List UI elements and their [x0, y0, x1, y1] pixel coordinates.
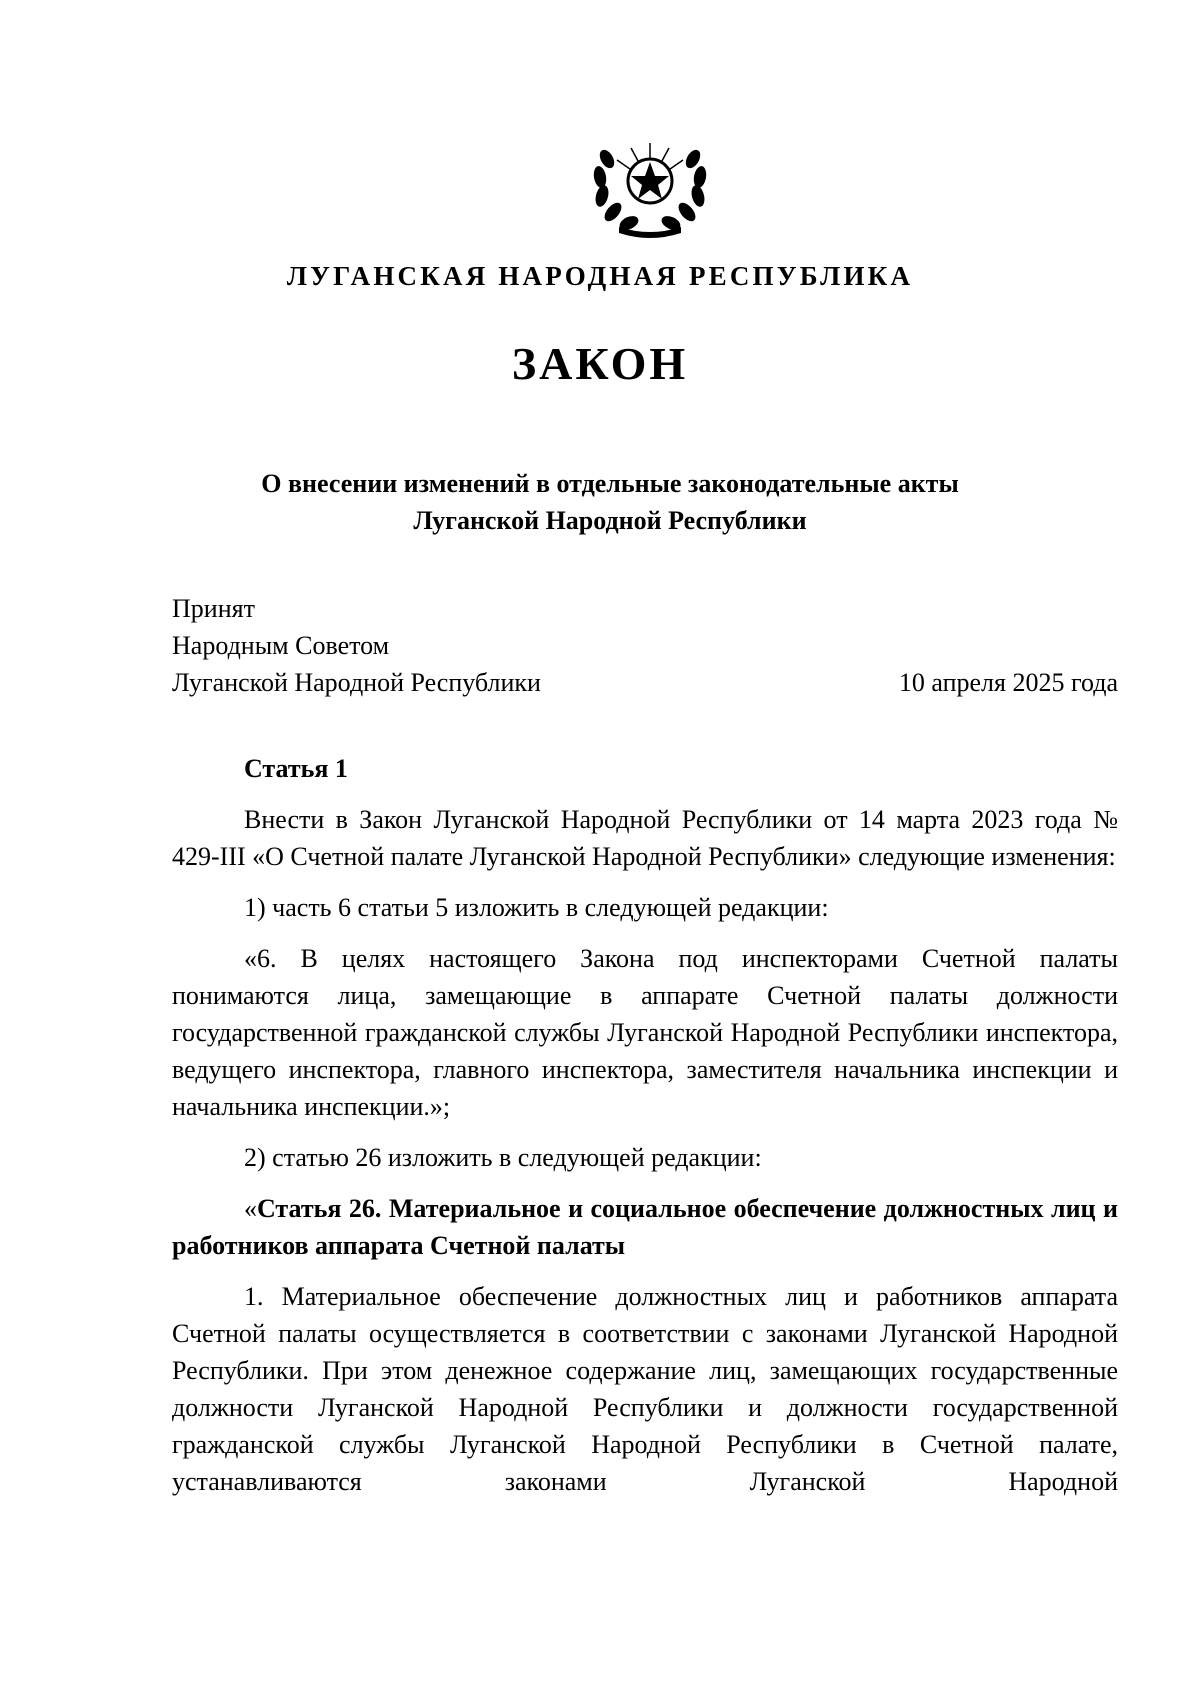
law-title-line-1: О внесении изменений в отдельные законодательные акты [261, 469, 959, 498]
article-1-item-1-text: «6. В целях настоящего Закона под инспекторами Счетной палаты понимаются лица, замещающие в аппарате Счетной палаты должности государственной гражданской службы Луганской Народной Республики инспектора, ведущего инспектора, главного инспектора, заместителя начальника инспекции и начальника инспекции.»; [172, 944, 1118, 1121]
article-26-heading-text: Статья 26. Материальное и социальное обеспечение должностных лиц и работников аппарата Счетной палаты [172, 1194, 1118, 1260]
law-title-line-2: Луганской Народной Республики [413, 506, 807, 535]
article-1-item-2: 2) статью 26 изложить в следующей редакции: [244, 1143, 762, 1172]
republic-name: ЛУГАНСКАЯ НАРОДНАЯ РЕСПУБЛИКА [286, 261, 914, 291]
article-26-open-quote: « [244, 1194, 257, 1223]
adoption-line-1: Принят [172, 594, 255, 623]
adoption-block [172, 590, 1118, 701]
adoption-line-3: Луганской Народной Республики [172, 668, 541, 697]
article-1-intro: Внести в Закон Луганской Народной Республики от 14 марта 2023 года № 429-III «О Счетной палате Луганской Народной Республики» следующие изменения: [172, 805, 1118, 871]
article-26-heading [172, 1190, 1118, 1264]
lpr-coat-of-arms-icon [589, 131, 711, 239]
document-body [172, 750, 1118, 1514]
law-title [200, 465, 1020, 539]
document-type: ЗАКОН [511, 338, 689, 389]
article-1-heading: Статья 1 [244, 754, 348, 783]
adoption-line-2: Народным Советом [172, 631, 390, 660]
adoption-date: 10 апреля 2025 года [898, 668, 1118, 697]
article-1-item-1: 1) часть 6 статьи 5 изложить в следующей редакции: [244, 893, 829, 922]
article-26-paragraph-1: 1. Материальное обеспечение должностных лиц и работников аппарата Счетной палаты осуществляется в соответствии с законами Луганской Народной Республики. При этом денежное содержание лиц, замещающих государственные должности Луганской Народной Республики и должности государственной гражданской службы Луганской Народной Республики в Счетной палате, устанавливаются законами Луганской Народной [172, 1282, 1118, 1496]
